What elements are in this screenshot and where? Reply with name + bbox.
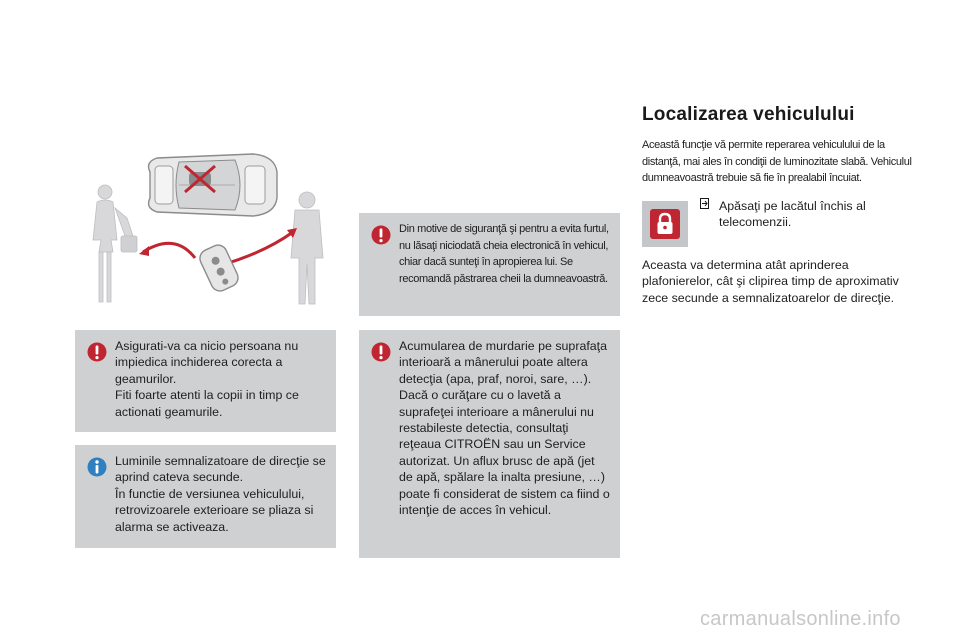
key-fob-icon (197, 242, 241, 294)
note-line: Fiti foarte atenti la copii in timp ce actionati geamurile. (115, 388, 299, 419)
result-text: Aceasta va determina atât aprinderea plafonierelor, cât şi clipirea timp de aproximativ zece secunde a semnalizatoarelor de direcţie. (642, 258, 899, 305)
handle-dirt-warning-note (359, 330, 620, 558)
exclamation-warning-icon (371, 342, 391, 362)
pointing-bullet-icon (700, 198, 709, 215)
note-text: Din motive de siguranţă şi pentru a evita furtul, nu lăsaţi niciodată cheia electronică în vehicul, chiar dacă sunteţi în apropierea lui. Se recomandă păstrarea cheii la dumneavoastră. (399, 223, 609, 285)
vehicle-location-illustration (75, 140, 337, 320)
watermark: carmanualsonline.info (700, 608, 901, 630)
exclamation-warning-icon (371, 225, 391, 245)
exclamation-warning-icon (87, 342, 107, 362)
man-figure (291, 192, 323, 304)
indicator-info-note (75, 445, 336, 548)
key-safety-warning-note (359, 213, 620, 316)
note-line: Asigurati-va ca nicio persoana nu impiedica inchiderea corecta a geamurilor. (115, 339, 299, 386)
section-intro: Această funcţie vă permite reperarea vehiculului de la distanţă, mai ales în condiţii de luminozitate slabă. Vehiculul dumneavoastră trebuie să fie în prealabil încuiat. (642, 139, 912, 185)
section-title: Localizarea vehiculului (642, 104, 855, 125)
window-safety-warning-note (75, 330, 336, 432)
lock-step (700, 198, 890, 231)
car-top-view (149, 154, 277, 216)
note-text: Acumularea de murdarie pe suprafaţa interioară a mânerului poate altera detecţia (apa, praf, noroi, sare, …). Dacă o curăţare cu o lavetă a suprafeţei interioare a mânerului nu restabileste detectia, consultaţi reţeaua CITROËN sau un Service autorizat. Un aflux brusc de apă (jet de apă, spălare la inalta presiune, …) poate fi considerat de sistem ca fiind o intenţie de acces în vehicul. (399, 339, 610, 518)
closed-padlock-icon (650, 209, 680, 239)
note-line: În functie de versiunea vehiculului, retrovizoarele exterioare se pliaza si alarma se activeaza. (115, 486, 314, 534)
note-line: Luminile semnalizatoare de direcţie se aprind cateva secunde. (115, 454, 326, 485)
lock-button-illustration (642, 201, 688, 247)
woman-figure (93, 185, 137, 302)
info-icon (87, 457, 107, 477)
step-text: Apăsaţi pe lacătul închis al telecomenzii. (719, 199, 866, 230)
